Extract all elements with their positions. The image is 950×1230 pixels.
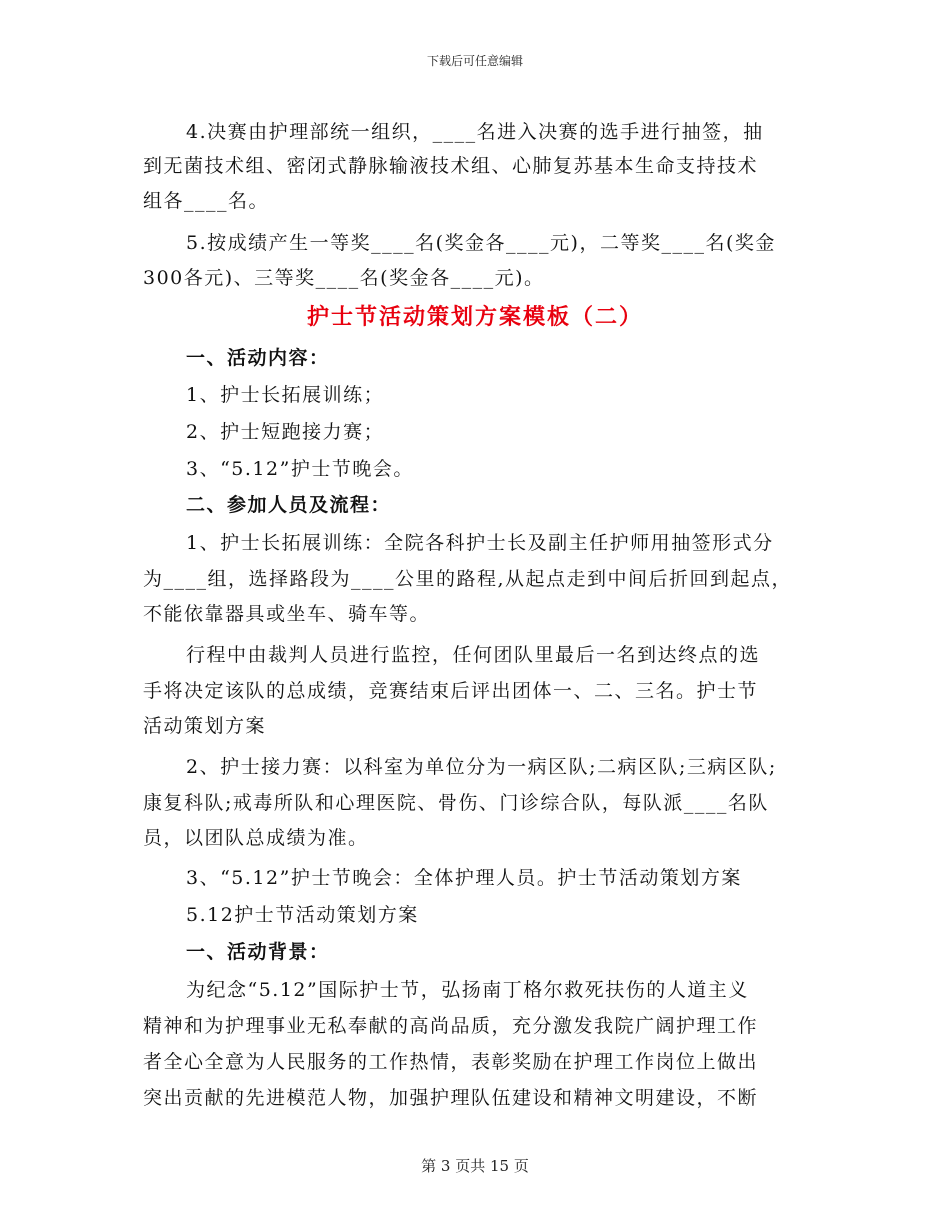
paragraph-line: 康复科队;戒毒所队和心理医院、骨伤、门诊综合队，每队派____名队 (143, 792, 769, 814)
paragraph-line: 5.12护士节活动策划方案 (186, 904, 419, 926)
page-header: 下载后可任意编辑 (426, 54, 523, 68)
paragraph-line: 者全心全意为人民服务的工作热情，表彰奖励在护理工作岗位上做出 (143, 1051, 759, 1073)
paragraph-line: 手将决定该队的总成绩，竞赛结束后评出团体一、二、三名。护士节 (143, 680, 759, 702)
section-heading: 一、活动内容： (186, 347, 330, 369)
paragraph-line: 1、护士长拓展训练：全院各科护士长及副主任护师用抽签形式分 (186, 532, 774, 554)
list-item: 2、护士短跑接力赛； (186, 421, 385, 443)
paragraph-line: 2、护士接力赛：以科室为单位分为一病区队;二病区队;三病区队; (186, 756, 777, 778)
paragraph-line: 活动策划方案 (143, 715, 267, 737)
paragraph-line: 5.按成绩产生一等奖____名(奖金各____元)，二等奖____名(奖金 (186, 232, 776, 254)
paragraph-line: 4.决赛由护理部统一组织，____名进入决赛的选手进行抽签，抽 (186, 121, 764, 143)
paragraph-line: 到无菌技术组、密闭式静脉输液技术组、心肺复苏基本生命支持技术 (143, 155, 759, 177)
paragraph-line: 行程中由裁判人员进行监控，任何团队里最后一名到达终点的选 (186, 644, 761, 666)
paragraph-line: 员，以团队总成绩为准。 (143, 827, 369, 849)
paragraph-line: 为纪念“5.12”国际护士节，弘扬南丁格尔救死扶伤的人道主义 (186, 979, 749, 1001)
page-footer: 第 3 页共 15 页 (421, 1157, 529, 1175)
paragraph-line: 300各元)、三等奖____名(奖金各____元)。 (143, 267, 545, 289)
paragraph-line: 组各____名。 (143, 190, 270, 212)
paragraph-line: 精神和为护理事业无私奉献的高尚品质，充分激发我院广阔护理工作 (143, 1015, 759, 1037)
paragraph-line: 3、“5.12”护士节晚会：全体护理人员。护士节活动策划方案 (186, 867, 742, 889)
paragraph-line: 为____组，选择路段为____公里的路程,从起点走到中间后折回到起点， (143, 568, 793, 590)
list-item: 1、护士长拓展训练； (186, 384, 385, 406)
section-heading: 二、参加人员及流程： (186, 494, 392, 516)
list-item: 3、“5.12”护士节晚会。 (186, 458, 414, 480)
paragraph-line: 突出贡献的先进模范人物，加强护理队伍建设和精神文明建设，不断 (143, 1087, 759, 1109)
section-title: 护士节活动策划方案模板（二） (306, 304, 643, 330)
paragraph-line: 不能依靠器具或坐车、骑车等。 (143, 603, 431, 625)
section-heading: 一、活动背景： (186, 941, 330, 963)
